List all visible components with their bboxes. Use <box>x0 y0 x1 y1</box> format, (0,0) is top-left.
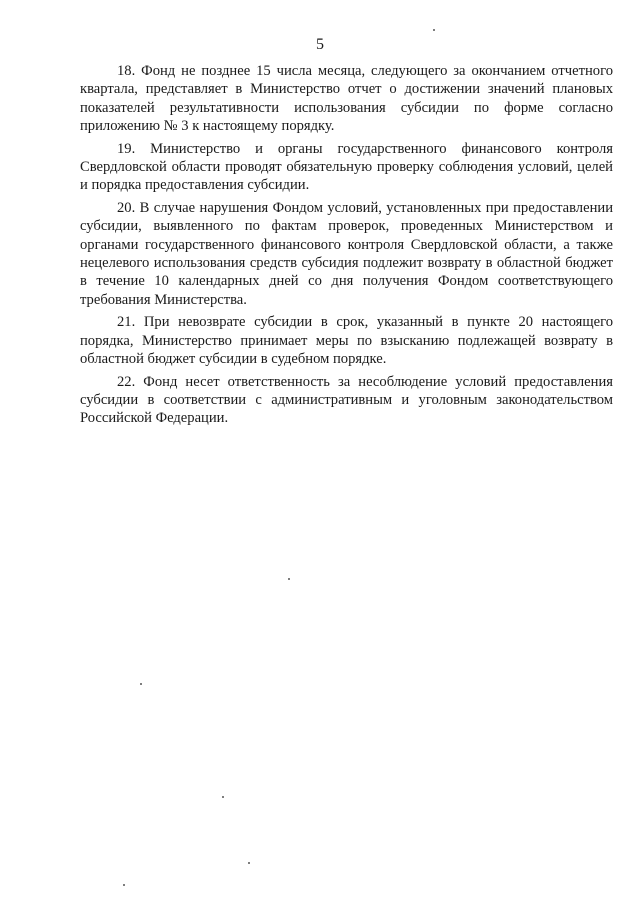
document-body <box>80 62 613 432</box>
scan-speck <box>222 796 224 798</box>
paragraph-18: 18. Фонд не позднее 15 числа месяца, следующего за окончанием отчетного квартала, представляет в Министерство отчет о достижении значений плановых показателей результативности использования субсидии по форме согласно приложению № 3 к настоящему порядку. <box>80 63 613 135</box>
scan-speck <box>248 862 250 864</box>
scan-speck <box>123 884 125 886</box>
paragraph-22: 22. Фонд несет ответственность за несоблюдение условий предоставления субсидии в соответствии с административным и уголовным законодательством Российской Федерации. <box>80 373 613 427</box>
paragraph-19: 19. Министерство и органы государственного финансового контроля Свердловской области проводят обязательную проверку соблюдения условий, целей и порядка предоставления субсидии. <box>80 140 613 194</box>
scan-speck <box>288 578 290 580</box>
paragraph-21: 21. При невозврате субсидии в срок, указанный в пункте 20 настоящего порядка, Министерство принимает меры по взысканию подлежащей возврату в областной бюджет субсидии в судебном порядке. <box>80 314 613 368</box>
scan-speck <box>433 29 435 31</box>
paragraph-20: 20. В случае нарушения Фондом условий, установленных при предоставлении субсидии, выявленного по фактам проверок, проведенных Министерством и органами государственного финансового контроля Свердловской области, а также нецелевого использования средств субсидия подлежит возврату в областной бюджет в течение 10 календарных дней со дня получения Фондом соответствующего требования Министерства. <box>80 199 613 308</box>
scan-speck <box>140 683 142 685</box>
page-number: 5 <box>316 36 324 53</box>
